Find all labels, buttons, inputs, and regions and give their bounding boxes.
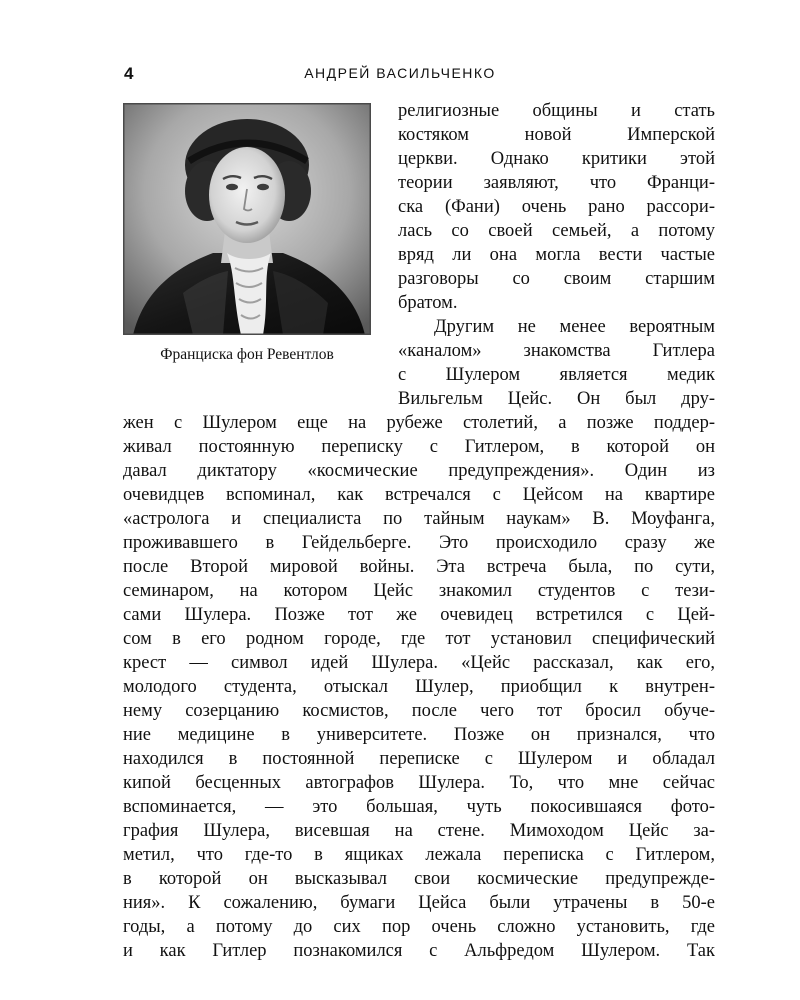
text-line: кипой бесценных автографов Шулера. То, что мне сейчас (123, 773, 715, 793)
text-line: после Второй мировой войны. Эта встреча была, по сути, (123, 557, 715, 577)
text-line: сами Шулера. Позже тот же очевидец встретился с Цей- (123, 605, 715, 625)
text-line: жен с Шулером еще на рубеже столетий, а позже поддер- (123, 413, 715, 433)
text-line: костяком новой Имперской (398, 125, 715, 145)
text-line: ния». К сожалению, бумаги Цейса были утрачены в 50-е (123, 893, 715, 913)
text-line: графия Шулера, висевшая на стене. Мимоходом Цейс за- (123, 821, 715, 841)
portrait-figure (123, 103, 371, 335)
figure-caption: Франциска фон Ревентлов (160, 346, 334, 363)
text-line: давал диктатору «космические предупреждения». Один из (123, 461, 715, 481)
running-head: АНДРЕЙ ВАСИЛЬЧЕНКО (304, 65, 496, 81)
text-line: церкви. Однако критики этой (398, 149, 715, 169)
text-line: вспоминается, — это большая, чуть покосившаяся фото- (123, 797, 715, 817)
text-line: религиозные общины и стать (398, 101, 715, 121)
text-line: теории заявляют, что Франци- (398, 173, 715, 193)
text-line: «каналом» знакомства Гитлера (398, 341, 715, 361)
text-line: находился в постоянной переписке с Шулером и обладал (123, 749, 715, 769)
text-line: Вильгельм Цейс. Он был дру- (398, 389, 715, 409)
text-line: ска (Фани) очень рано рассори- (398, 197, 715, 217)
text-line: ние медицине в университете. Позже он признался, что (123, 725, 715, 745)
text-line: лась со своей семьей, а потому (398, 221, 715, 241)
text-line: проживавшего в Гейдельберге. Это происходило сразу же (123, 533, 715, 553)
text-line: годы, а потому до сих пор очень сложно установить, где (123, 917, 715, 937)
text-line: и как Гитлер познакомился с Альфредом Шулером. Так (123, 941, 715, 961)
text-line: нему созерцанию космистов, после чего тот бросил обуче- (123, 701, 715, 721)
text-line: с Шулером является медик (398, 365, 715, 385)
page-number: 4 (124, 64, 134, 83)
text-line: живал постоянную переписку с Гитлером, в которой он (123, 437, 715, 457)
text-line: молодого студента, отыскал Шулер, приобщил к внутрен- (123, 677, 715, 697)
text-line: разговоры со своим старшим (398, 269, 715, 289)
text-line: «астролога и специалиста по тайным наукам» В. Моуфанга, (123, 509, 715, 529)
text-line: сом в его родном городе, где тот установил специфический (123, 629, 715, 649)
text-line: Другим не менее вероятным (434, 317, 715, 337)
text-line: в которой он высказывал свои космические предупрежде- (123, 869, 715, 889)
text-line: вряд ли она могла вести частые (398, 245, 715, 265)
text-line: очевидцев вспоминал, как встречался с Цейсом на квартире (123, 485, 715, 505)
text-line: братом. (398, 293, 458, 313)
text-line: метил, что где-то в ящиках лежала переписка с Гитлером, (123, 845, 715, 865)
text-line: семинаром, на котором Цейс знакомил студентов с тези- (123, 581, 715, 601)
text-line: крест — символ идей Шулера. «Цейс рассказал, как его, (123, 653, 715, 673)
portrait-photo (123, 103, 371, 335)
